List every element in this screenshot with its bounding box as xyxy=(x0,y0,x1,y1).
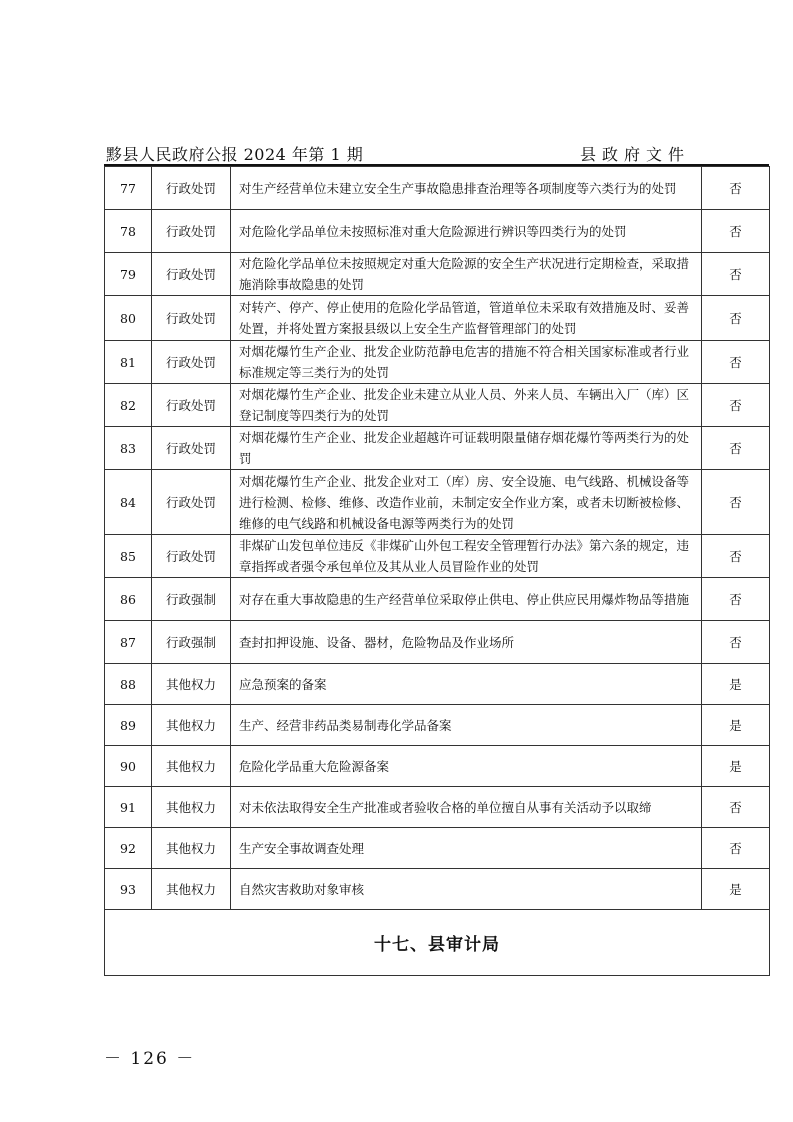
power-description: 应急预案的备案 xyxy=(231,664,702,705)
power-description: 对烟花爆竹生产企业、批发企业对工（库）房、安全设施、电气线路、机械设备等进行检测、检修、维修、改造作业前，未制定安全作业方案，或者未切断被检修、维修的电气线路和机械设备电源等两类行为的处罚 xyxy=(231,470,702,535)
row-number: 78 xyxy=(105,210,152,253)
section-heading: 十七、县审计局 xyxy=(105,910,770,976)
retained-flag: 否 xyxy=(702,253,770,296)
retained-flag: 否 xyxy=(702,341,770,384)
power-type: 行政处罚 xyxy=(152,167,231,210)
table-row xyxy=(105,578,770,621)
table-row xyxy=(105,787,770,828)
retained-flag: 是 xyxy=(702,664,770,705)
power-description: 对未依法取得安全生产批准或者验收合格的单位擅自从事有关活动予以取缔 xyxy=(231,787,702,828)
table-row xyxy=(105,746,770,787)
table-row xyxy=(105,341,770,384)
row-number: 86 xyxy=(105,578,152,621)
power-description: 对烟花爆竹生产企业、批发企业超越许可证载明限量储存烟花爆竹等两类行为的处罚 xyxy=(231,427,702,470)
row-number: 81 xyxy=(105,341,152,384)
power-description: 对危险化学品单位未按照规定对重大危险源的安全生产状况进行定期检查，采取措施消除事故隐患的处罚 xyxy=(231,253,702,296)
retained-flag: 否 xyxy=(702,470,770,535)
retained-flag: 是 xyxy=(702,869,770,910)
row-number: 82 xyxy=(105,384,152,427)
retained-flag: 否 xyxy=(702,210,770,253)
retained-flag: 否 xyxy=(702,427,770,470)
page-number: － 126 － xyxy=(104,1049,196,1069)
power-description: 查封扣押设施、设备、器材，危险物品及作业场所 xyxy=(231,621,702,664)
bulletin-title: 黟县人民政府公报 2024 年第 1 期 xyxy=(106,145,364,164)
row-number: 89 xyxy=(105,705,152,746)
power-description: 生产安全事故调查处理 xyxy=(231,828,702,869)
retained-flag: 否 xyxy=(702,621,770,664)
power-type: 行政处罚 xyxy=(152,253,231,296)
power-type: 行政处罚 xyxy=(152,470,231,535)
row-number: 77 xyxy=(105,167,152,210)
retained-flag: 否 xyxy=(702,384,770,427)
retained-flag: 否 xyxy=(702,828,770,869)
power-description: 非煤矿山发包单位违反《非煤矿山外包工程安全管理暂行办法》第六条的规定，违章指挥或者强令承包单位及其从业人员冒险作业的处罚 xyxy=(231,535,702,578)
power-type: 行政处罚 xyxy=(152,210,231,253)
power-type: 其他权力 xyxy=(152,664,231,705)
table-row xyxy=(105,535,770,578)
power-description: 危险化学品重大危险源备案 xyxy=(231,746,702,787)
table-row xyxy=(105,470,770,535)
table-row xyxy=(105,384,770,427)
row-number: 85 xyxy=(105,535,152,578)
table-row xyxy=(105,296,770,341)
retained-flag: 否 xyxy=(702,535,770,578)
table-row xyxy=(105,664,770,705)
retained-flag: 否 xyxy=(702,167,770,210)
retained-flag: 是 xyxy=(702,746,770,787)
power-type: 行政强制 xyxy=(152,621,231,664)
table-row xyxy=(105,621,770,664)
table-row xyxy=(105,253,770,296)
table-row xyxy=(105,210,770,253)
retained-flag: 否 xyxy=(702,296,770,341)
table-row xyxy=(105,167,770,210)
row-number: 84 xyxy=(105,470,152,535)
power-type: 其他权力 xyxy=(152,746,231,787)
power-description: 自然灾害救助对象审核 xyxy=(231,869,702,910)
power-description: 对存在重大事故隐患的生产经营单位采取停止供电、停止供应民用爆炸物品等措施 xyxy=(231,578,702,621)
power-type: 行政处罚 xyxy=(152,384,231,427)
row-number: 79 xyxy=(105,253,152,296)
power-type: 行政处罚 xyxy=(152,427,231,470)
power-description: 对危险化学品单位未按照标准对重大危险源进行辨识等四类行为的处罚 xyxy=(231,210,702,253)
power-list-table xyxy=(104,166,770,976)
row-number: 80 xyxy=(105,296,152,341)
row-number: 88 xyxy=(105,664,152,705)
retained-flag: 是 xyxy=(702,705,770,746)
table-body xyxy=(105,167,770,976)
row-number: 92 xyxy=(105,828,152,869)
power-description: 对烟花爆竹生产企业、批发企业防范静电危害的措施不符合相关国家标准或者行业标准规定等三类行为的处罚 xyxy=(231,341,702,384)
row-number: 90 xyxy=(105,746,152,787)
retained-flag: 否 xyxy=(702,787,770,828)
row-number: 87 xyxy=(105,621,152,664)
power-type: 行政强制 xyxy=(152,578,231,621)
page-header xyxy=(106,142,690,164)
row-number: 93 xyxy=(105,869,152,910)
table-row xyxy=(105,869,770,910)
power-type: 其他权力 xyxy=(152,705,231,746)
power-type: 其他权力 xyxy=(152,828,231,869)
table-row xyxy=(105,705,770,746)
section-row xyxy=(105,910,770,976)
row-number: 91 xyxy=(105,787,152,828)
power-type: 行政处罚 xyxy=(152,341,231,384)
retained-flag: 否 xyxy=(702,578,770,621)
power-type: 行政处罚 xyxy=(152,535,231,578)
power-type: 其他权力 xyxy=(152,787,231,828)
power-description: 生产、经营非药品类易制毒化学品备案 xyxy=(231,705,702,746)
power-description: 对烟花爆竹生产企业、批发企业未建立从业人员、外来人员、车辆出入厂（库）区登记制度等四类行为的处罚 xyxy=(231,384,702,427)
row-number: 83 xyxy=(105,427,152,470)
power-description: 对转产、停产、停止使用的危险化学品管道，管道单位未采取有效措施及时、妥善处置，并将处置方案报县级以上安全生产监督管理部门的处罚 xyxy=(231,296,702,341)
section-label: 县政府文件 xyxy=(579,145,690,164)
power-type: 其他权力 xyxy=(152,869,231,910)
power-type: 行政处罚 xyxy=(152,296,231,341)
table-row xyxy=(105,427,770,470)
power-description: 对生产经营单位未建立安全生产事故隐患排查治理等各项制度等六类行为的处罚 xyxy=(231,167,702,210)
table-row xyxy=(105,828,770,869)
